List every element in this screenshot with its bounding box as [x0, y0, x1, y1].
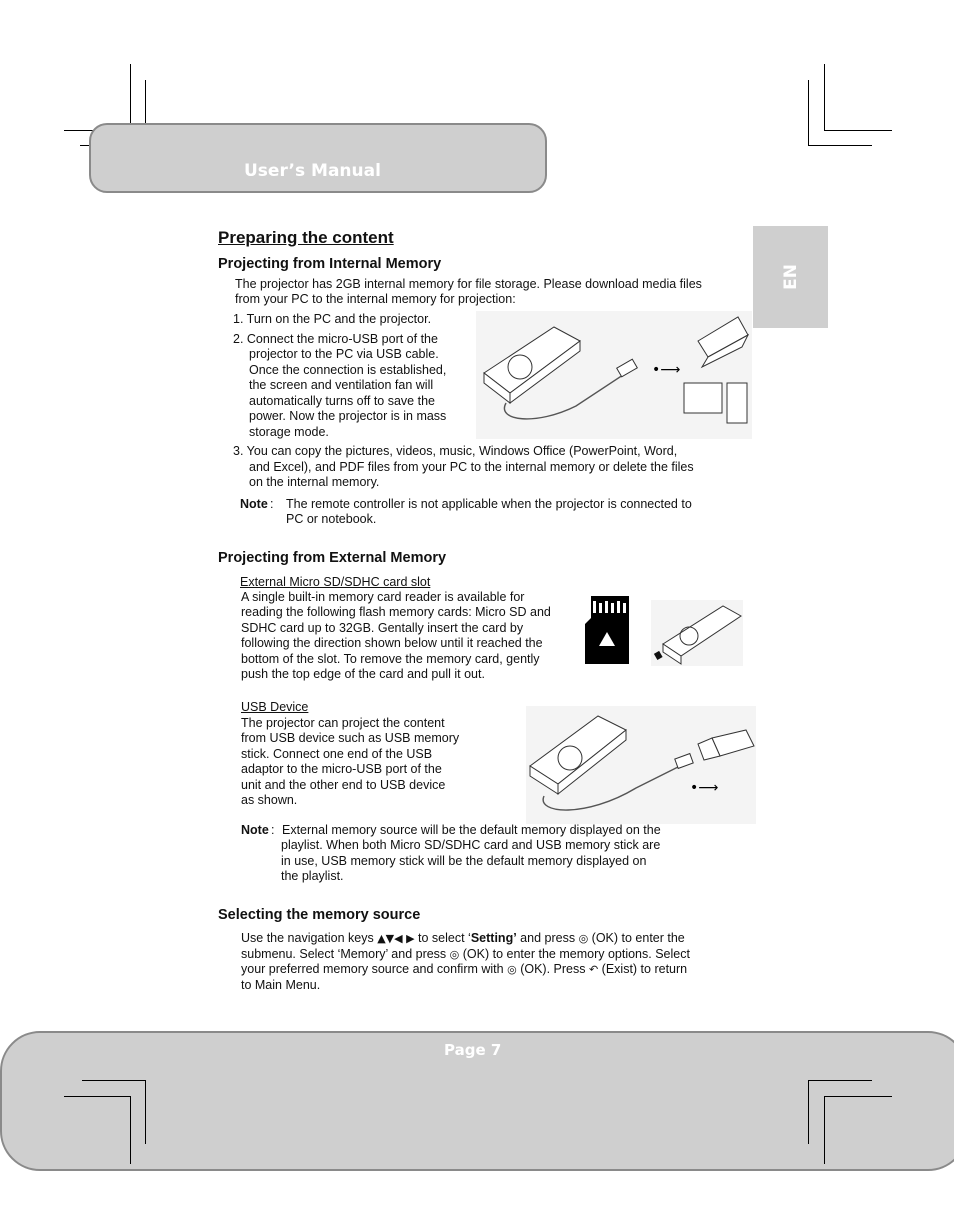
- selecting-text: to select ‘: [418, 931, 471, 945]
- step-3-line: 3. You can copy the pictures, videos, music, Windows Office (PowerPoint, Word,: [233, 444, 678, 458]
- selecting-text: Use the navigation keys: [241, 931, 374, 945]
- selecting-text: submenu. Select ‘Memory’ and press: [241, 947, 447, 961]
- card-text-line: following the direction shown below until it reached the: [241, 636, 543, 650]
- usb-text-line: adaptor to the micro-USB port of the: [241, 762, 442, 776]
- note-label: Note: [240, 497, 268, 511]
- crop-mark: [808, 1080, 809, 1144]
- usb-icon: •⟶: [652, 362, 681, 378]
- ok-button-icon: ◎: [578, 932, 589, 945]
- usb-text-line: from USB device such as USB memory: [241, 731, 460, 745]
- projector-to-pc-illustration: [476, 311, 752, 439]
- crop-mark: [808, 80, 809, 146]
- crop-mark: [824, 64, 825, 130]
- card-text-line: push the top edge of the card and pull it out.: [241, 667, 485, 681]
- card-text-line: bottom of the slot. To remove the memory card, gently: [241, 652, 540, 666]
- selecting-text: (OK). Press: [520, 962, 586, 976]
- note-line: The remote controller is not applicable when the projector is connected to: [286, 497, 692, 511]
- usb-text-line: as shown.: [241, 793, 298, 807]
- internal-intro-1: The projector has 2GB internal memory for file storage. Please download media files: [235, 277, 702, 291]
- selecting-text: (Exist) to return: [601, 962, 688, 976]
- projector-to-usb-stick-illustration: [526, 706, 756, 824]
- step-2-line: Once the connection is established,: [249, 363, 447, 377]
- heading-external-memory: Projecting from External Memory: [218, 550, 447, 566]
- return-arrow-icon: ↶: [588, 963, 599, 976]
- note-colon: :: [270, 497, 274, 511]
- heading-selecting-memory: Selecting the memory source: [218, 907, 421, 923]
- language-tab: [753, 226, 828, 328]
- language-label: EN: [780, 264, 801, 290]
- usb-device-title: USB Device: [241, 700, 309, 714]
- selecting-text: (OK) to enter the memory options. Select: [462, 947, 690, 961]
- step-3-line: and Excel), and PDF files from your PC to the internal memory or delete the files: [249, 460, 694, 474]
- setting-label: Setting’: [470, 931, 517, 945]
- selecting-line-1: [241, 931, 685, 947]
- step-2-line: power. Now the projector is in mass: [249, 409, 447, 423]
- crop-mark: [82, 1080, 146, 1081]
- card-text-line: reading the following flash memory cards: Micro SD and: [241, 605, 551, 619]
- step-1: 1. Turn on the PC and the projector.: [233, 312, 432, 326]
- note-colon: :: [271, 823, 275, 837]
- internal-intro-2: from your PC to the internal memory for projection:: [235, 292, 516, 306]
- selecting-text: your preferred memory source and confirm with: [241, 962, 504, 976]
- selecting-text: and press: [520, 931, 576, 945]
- card-slot-illustration: [651, 600, 743, 666]
- crop-mark: [824, 130, 892, 131]
- note-line: playlist. When both Micro SD/SDHC card and USB memory stick are: [281, 838, 661, 852]
- micro-sd-card-icon: [585, 596, 629, 664]
- crop-mark: [808, 1080, 872, 1081]
- crop-mark: [808, 145, 872, 146]
- selecting-line-3: [241, 962, 687, 978]
- card-text-line: SDHC card up to 32GB. Gentally insert the card by: [241, 621, 524, 635]
- card-text-line: A single built-in memory card reader is available for: [241, 590, 525, 604]
- usb-text-line: stick. Connect one end of the USB: [241, 747, 433, 761]
- ok-button-icon: ◎: [449, 948, 460, 961]
- note-line: External memory source will be the default memory displayed on the: [282, 823, 661, 837]
- navigation-keys-icon: ▲▼◀ ▶: [377, 932, 415, 945]
- step-2-line: 2. Connect the micro-USB port of the: [233, 332, 438, 346]
- ok-button-icon: ◎: [507, 963, 517, 976]
- card-slot-title: External Micro SD/SDHC card slot: [240, 575, 431, 589]
- header-bar: [89, 123, 547, 193]
- crop-mark: [824, 1096, 825, 1164]
- selecting-line-2: [241, 947, 690, 963]
- selecting-line-4: to Main Menu.: [241, 978, 321, 992]
- step-2-line: projector to the PC via USB cable.: [249, 347, 439, 361]
- heading-internal-memory: Projecting from Internal Memory: [218, 256, 442, 272]
- step-2-line: the screen and ventilation fan will: [249, 378, 434, 392]
- manual-title: User’s Manual: [244, 161, 381, 181]
- crop-mark: [145, 1080, 146, 1144]
- step-3-line: on the internal memory.: [249, 475, 380, 489]
- section-title: Preparing the content: [218, 228, 394, 247]
- note-line: PC or notebook.: [286, 512, 377, 526]
- selecting-text: (OK) to enter the: [591, 931, 685, 945]
- crop-mark: [130, 1096, 131, 1164]
- usb-icon: •⟶: [690, 780, 719, 796]
- usb-text-line: unit and the other end to USB device: [241, 778, 446, 792]
- crop-mark: [64, 1096, 131, 1097]
- page-number: Page 7: [444, 1041, 502, 1059]
- step-2-line: automatically turns off to save the: [249, 394, 435, 408]
- note-label: Note: [241, 823, 269, 837]
- usb-text-line: The projector can project the content: [241, 716, 445, 730]
- step-2-line: storage mode.: [249, 425, 329, 439]
- crop-mark: [824, 1096, 892, 1097]
- note-line: the playlist.: [281, 869, 344, 883]
- note-line: in use, USB memory stick will be the default memory displayed on: [281, 854, 647, 868]
